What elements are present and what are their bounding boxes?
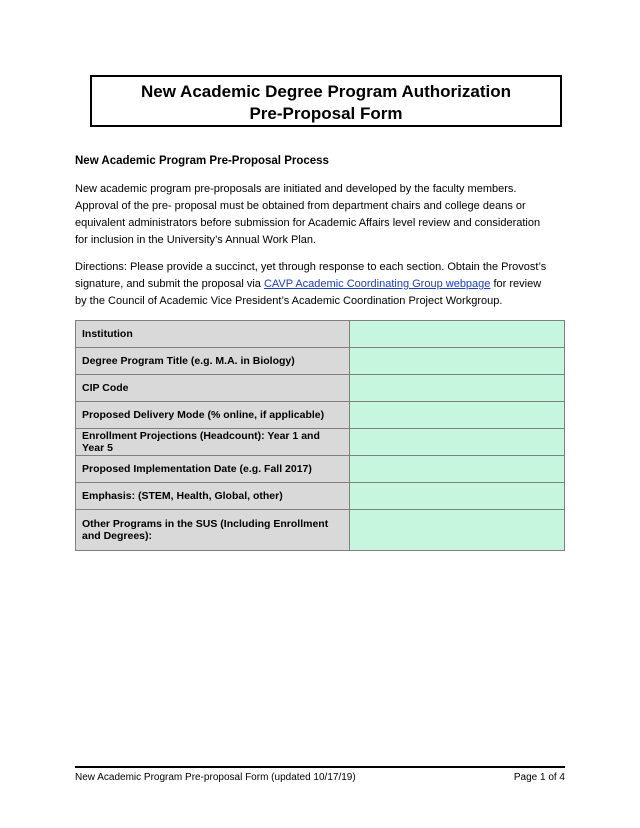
- form-label-implementation-date: Proposed Implementation Date (e.g. Fall 2017): [76, 456, 350, 483]
- form-field-cip-code[interactable]: [349, 375, 564, 402]
- title-line-1: New Academic Degree Program Authorization: [141, 82, 511, 101]
- form-label-other-programs: Other Programs in the SUS (Including Enrollment and Degrees):: [76, 510, 350, 551]
- form-label-cip-code: CIP Code: [76, 375, 350, 402]
- form-row-other-programs: [76, 510, 565, 551]
- cavp-webpage-link[interactable]: CAVP Academic Coordinating Group webpage: [263, 278, 491, 290]
- form-field-delivery-mode[interactable]: [349, 402, 564, 429]
- pre-proposal-form-table: [75, 320, 565, 551]
- form-row-degree-title: [76, 348, 565, 375]
- directions-text-end: for review by the Council of Academic Vice President’s Academic Coordination Project Workgroup.: [75, 278, 542, 307]
- form-label-delivery-mode: Proposed Delivery Mode (% online, if applicable): [76, 402, 350, 429]
- form-row-cip-code: [76, 375, 565, 402]
- form-row-emphasis: [76, 483, 565, 510]
- form-field-institution[interactable]: [349, 321, 564, 348]
- directions-paragraph: [75, 259, 555, 310]
- form-field-emphasis[interactable]: [349, 483, 564, 510]
- form-field-degree-title[interactable]: [349, 348, 564, 375]
- footer-divider: [75, 766, 565, 768]
- form-field-enrollment[interactable]: [349, 429, 564, 456]
- directions-text-start: Directions: Please provide a succinct, yet through response to each section. Obtain the Provost’s signature, and submit the proposal via: [75, 261, 547, 290]
- section-heading: New Academic Program Pre-Proposal Process: [75, 155, 329, 167]
- title-line-2: Pre-Proposal Form: [249, 104, 403, 123]
- form-label-enrollment: Enrollment Projections (Headcount): Year 1 and Year 5: [76, 429, 350, 456]
- form-label-institution: Institution: [76, 321, 350, 348]
- form-label-degree-title: Degree Program Title (e.g. M.A. in Biology): [76, 348, 350, 375]
- title-box: [90, 75, 562, 127]
- footer-form-info: New Academic Program Pre-proposal Form (updated 10/17/19): [75, 772, 356, 783]
- form-row-institution: [76, 321, 565, 348]
- form-field-other-programs[interactable]: [349, 510, 564, 551]
- form-field-implementation-date[interactable]: [349, 456, 564, 483]
- form-row-delivery-mode: [76, 402, 565, 429]
- page-number: Page 1 of 4: [513, 772, 565, 783]
- intro-paragraph: New academic program pre-proposals are initiated and developed by the faculty members. Approval of the pre- proposal must be obtained from department chairs and college deans or equivalent administrators before submission for Academic Affairs level review and consideration for inclusion in the University’s Annual Work Plan.: [75, 183, 541, 246]
- form-label-emphasis: Emphasis: (STEM, Health, Global, other): [76, 483, 350, 510]
- form-row-implementation-date: [76, 456, 565, 483]
- form-row-enrollment: [76, 429, 565, 456]
